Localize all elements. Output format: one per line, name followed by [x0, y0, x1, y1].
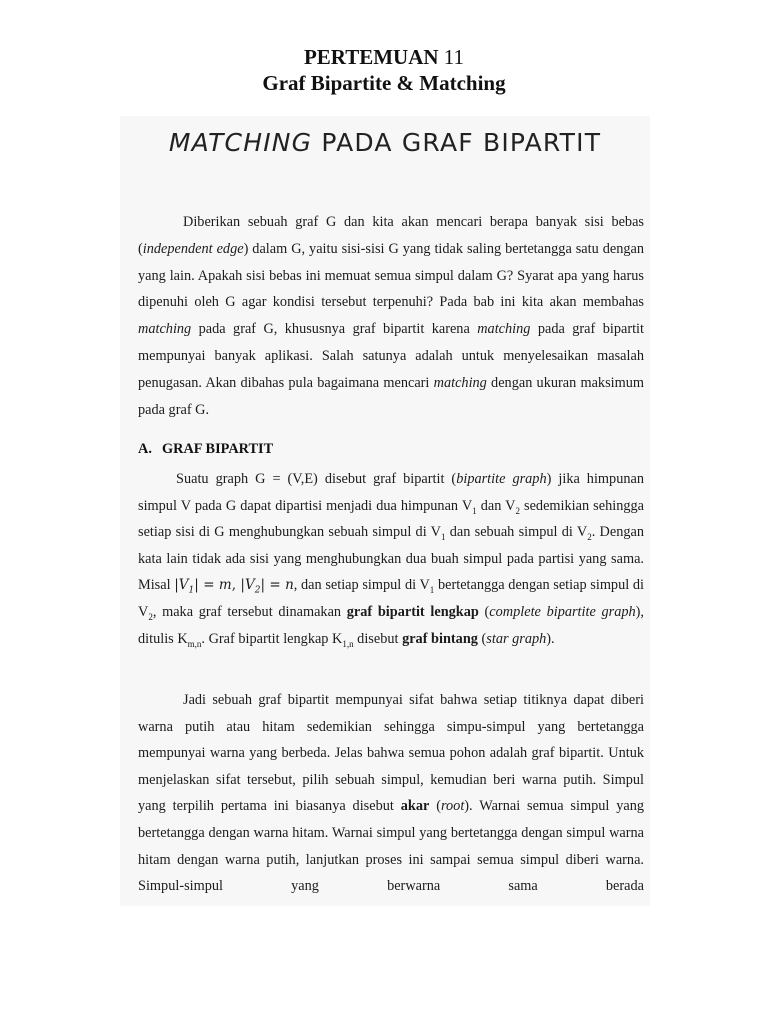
bipartite-definition-paragraph: [138, 466, 644, 652]
text: pada graf G, khususnya graf bipartit karena: [191, 321, 478, 338]
meeting-word: PERTEMUAN: [303, 45, 439, 69]
text: ). Warnai semua simpul yang bertetangga dengan warna hitam. Warnai simpul yang bertetangga dengan simpul warna hitam dengan warna putih, lanjutkan proses ini sampai semua simpul diberi warna. Simpul-simpul yang berwarna sama berada: [138, 798, 644, 895]
intro-paragraph: [138, 209, 644, 423]
text: bertetangga dengan setiap simpul di V: [138, 577, 644, 620]
text: Jadi sebuah graf bipartit mempunyai sifat bahwa setiap titiknya dapat diberi warna putih atau hitam sedemikian sehingga simpu-simpul yang bertetangga mempunyai warna yang berbeda. Jelas bahwa semua pohon adalah graf bipartit. Untuk menjelaskan sifat tersebut, pilih sebuah simpul, kemudian beri warna putih. Simpul yang terpilih pertama ini biasanya disebut: [138, 692, 644, 815]
subscript: m,n: [187, 638, 202, 649]
italic-term: independent edge: [142, 240, 244, 257]
heading-rest: PADA GRAF BIPARTIT: [312, 128, 602, 157]
subscript: 1: [188, 586, 195, 597]
text: , dan setiap simpul di V: [293, 577, 430, 594]
italic-term: root: [440, 798, 465, 815]
section-title: GRAF BIPARTIT: [162, 441, 274, 457]
bold-term: graf bipartit lengkap: [346, 603, 479, 620]
subscript: 1,n: [342, 638, 354, 649]
math-part: | = m: [194, 577, 232, 594]
text: . Dengan kata lain tidak ada sisi yang menghubungkan dua buah simpul pada partisi yang sama. Misal: [138, 524, 644, 594]
italic-term: matching: [477, 321, 531, 338]
italic-term: complete bipartite graph: [489, 603, 636, 620]
math-part: |V: [174, 577, 189, 594]
chapter-heading: [120, 128, 650, 157]
text: , maka graf tersebut dinamakan: [152, 603, 347, 620]
subscript: 1: [429, 585, 435, 596]
subscript: 2: [515, 505, 520, 516]
topic-title: Graf Bipartite & Matching: [262, 71, 506, 95]
math-part: |V: [240, 577, 255, 594]
coloring-paragraph: [138, 687, 644, 900]
section-letter: A.: [138, 441, 152, 457]
text: Suatu graph G = (V,E) disebut graf bipartit (: [176, 471, 457, 487]
meeting-title: [0, 44, 768, 70]
subscript: 2: [587, 532, 592, 543]
text: disebut: [353, 630, 403, 647]
italic-term: bipartite graph: [456, 471, 547, 487]
text: Diberikan sebuah graf G dan kita akan mencari berapa banyak sisi bebas (: [138, 214, 644, 257]
text: pada graf bipartit mempunyai banyak aplikasi. Salah satunya adalah untuk menyelesaikan masalah penugasan. Akan dibahas pula bagaimana mencari: [138, 321, 644, 391]
math-part: | = n: [260, 577, 294, 594]
subscript: 1: [472, 505, 477, 516]
text: ), ditulis K: [138, 603, 644, 647]
math-part: ,: [231, 577, 241, 594]
bold-term: akar: [400, 798, 430, 815]
italic-term: matching: [138, 321, 192, 338]
math-expression: [174, 577, 294, 597]
page-header: [0, 44, 768, 96]
text: (: [478, 603, 490, 620]
text: sedemikian sehingga setiap sisi di G menghubungkan sebuah simpul di V: [138, 497, 644, 541]
text: dan V: [476, 497, 516, 514]
section-heading: [138, 441, 273, 458]
bold-term: graf bintang: [402, 630, 478, 647]
text: (: [429, 798, 441, 815]
text: dengan ukuran maksimum pada graf G.: [138, 374, 645, 418]
italic-term: matching: [433, 374, 487, 391]
subscript: 1: [440, 532, 446, 543]
meeting-number: 11: [443, 45, 465, 69]
subscript: 2: [148, 611, 153, 622]
italic-term: star graph: [486, 630, 547, 647]
text: ) dalam G, yaitu sisi-sisi G yang tidak saling bertetangga satu dengan yang lain. Apakah sisi bebas ini memuat semua simpul dalam G? Syarat apa yang harus dipenuhi oleh G agar kondisi tersebut terpenuhi? Pada bab ini kita akan membahas: [138, 240, 645, 311]
text: dan sebuah simpul di V: [445, 524, 588, 541]
subscript: 2: [254, 586, 261, 597]
heading-italic: MATCHING: [168, 128, 313, 157]
text: ).: [546, 630, 555, 647]
text: . Graf bipartit lengkap K: [201, 630, 343, 647]
text: ) jika himpunan simpul V pada G dapat dipartisi menjadi dua himpunan V: [138, 471, 644, 514]
text: (: [477, 630, 487, 647]
